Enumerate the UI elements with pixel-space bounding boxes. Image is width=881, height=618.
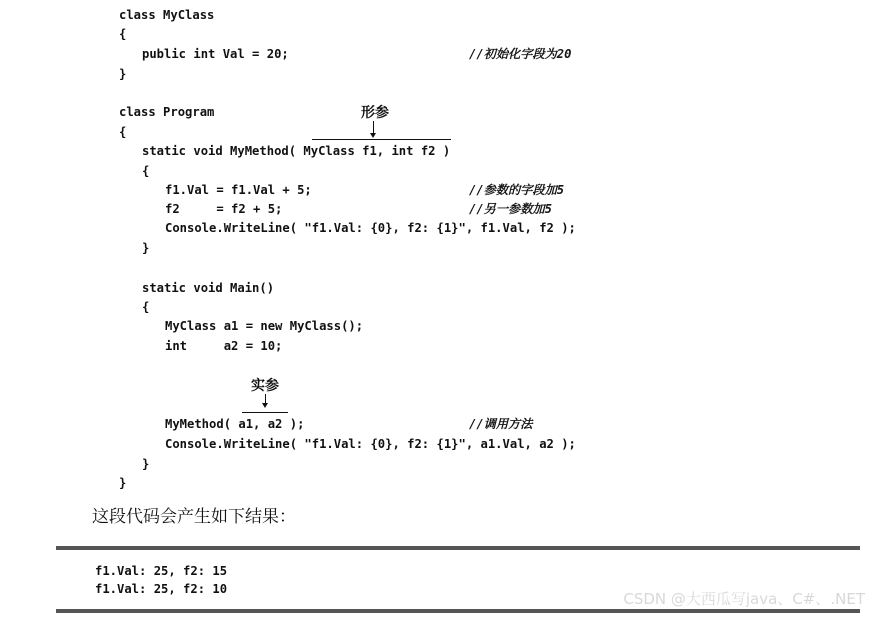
code-line: } xyxy=(142,241,150,255)
actual-params-arrow-icon xyxy=(265,394,266,404)
code-line: f2 = f2 + 5; xyxy=(165,202,283,216)
output-bottom-rule xyxy=(56,609,860,613)
code-line: } xyxy=(119,476,127,490)
output-top-rule xyxy=(56,546,860,550)
result-caption: 这段代码会产生如下结果： xyxy=(92,507,296,527)
output-line: f1.Val: 25, f2: 10 xyxy=(95,582,228,596)
code-comment: //另一参数加5 xyxy=(469,202,552,216)
code-line: public int Val = 20; xyxy=(142,47,289,61)
code-line: } xyxy=(142,457,150,471)
code-line: class MyClass xyxy=(119,8,215,22)
code-line: { xyxy=(119,125,127,139)
code-line: static void MyMethod( MyClass f1, int f2 ) xyxy=(142,144,451,158)
code-line: MyMethod( a1, a2 ); xyxy=(165,417,305,431)
code-line: int a2 = 10; xyxy=(165,339,283,353)
csdn-watermark: CSDN @大西瓜写java、C#、.NET xyxy=(623,590,865,608)
code-comment: //调用方法 xyxy=(469,417,533,431)
formal-params-arrow-icon xyxy=(373,121,374,134)
formal-params-label: 形参 xyxy=(361,105,389,121)
formal-params-bracket xyxy=(312,139,451,140)
actual-params-label: 实参 xyxy=(251,378,279,394)
code-line: f1.Val = f1.Val + 5; xyxy=(165,183,312,197)
code-line: class Program xyxy=(119,105,215,119)
code-line: { xyxy=(119,27,127,41)
code-line: Console.WriteLine( "f1.Val: {0}, f2: {1}", f1.Val, f2 ); xyxy=(165,221,576,235)
code-line: { xyxy=(142,164,150,178)
code-line: { xyxy=(142,300,150,314)
code-line: } xyxy=(119,67,127,81)
code-comment: //参数的字段加5 xyxy=(469,183,565,197)
actual-params-bracket xyxy=(242,412,288,413)
code-comment: //初始化字段为20 xyxy=(469,47,572,61)
code-line: MyClass a1 = new MyClass(); xyxy=(165,319,364,333)
output-line: f1.Val: 25, f2: 15 xyxy=(95,564,228,578)
code-line: static void Main() xyxy=(142,281,275,295)
code-line: Console.WriteLine( "f1.Val: {0}, f2: {1}", a1.Val, a2 ); xyxy=(165,437,576,451)
